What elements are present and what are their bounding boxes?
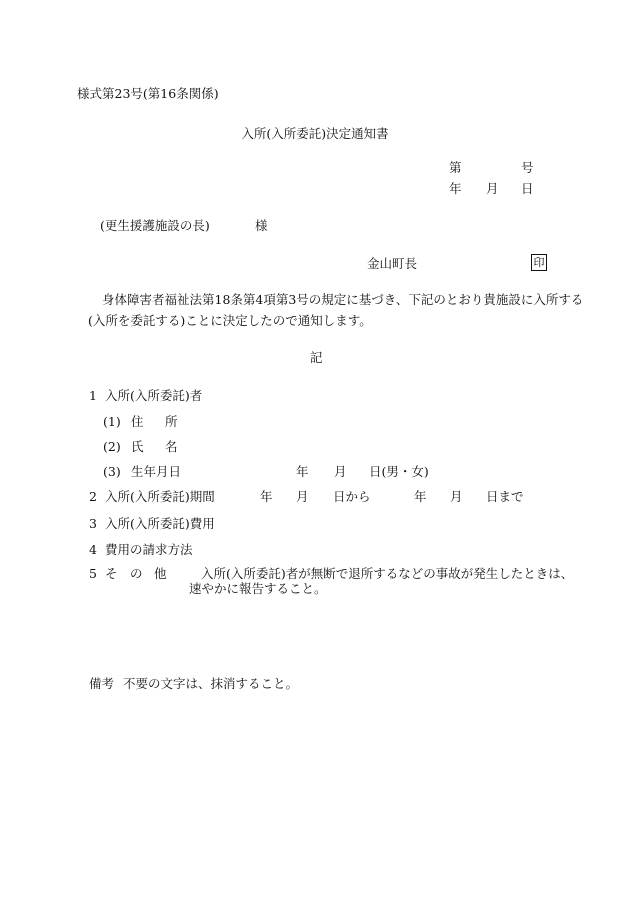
item-2-year-1: 年 — [260, 489, 273, 504]
remarks-text: 不要の文字は、抹消すること。 — [123, 676, 299, 691]
form-number: 様式第23号(第16条関係) — [77, 86, 219, 101]
sender-name: 金山町長 — [367, 256, 418, 271]
item-2-year-2: 年 — [414, 489, 427, 504]
item-5-number: 5 — [89, 566, 97, 581]
sub-1-label-b: 所 — [165, 414, 178, 429]
sub-3-day-sex: 日(男・女) — [369, 464, 429, 479]
item-4-number: 4 — [89, 542, 97, 557]
item-5-text-2: 速やかに報告すること。 — [189, 581, 327, 596]
recipient-name: (更生援護施設の長) — [100, 218, 210, 233]
item-2-number: 2 — [89, 489, 97, 504]
sub-2-number: (2) — [103, 439, 121, 454]
seal-mark: 印 — [531, 254, 547, 271]
item-5-label-b: の — [130, 566, 143, 581]
sub-3-year: 年 — [296, 464, 309, 479]
body-line-1: 身体障害者福祉法第18条第4項第3号の規定に基づき、下記のとおり貴施設に入所する — [102, 292, 584, 307]
sub-2-label-a: 氏 — [131, 439, 144, 454]
body-line-2: (入所を委託する)ことに決定したので通知します。 — [88, 313, 372, 328]
item-4-label: 費用の請求方法 — [105, 542, 193, 557]
item-5-label-c: 他 — [154, 566, 167, 581]
date-year: 年 — [449, 181, 462, 196]
item-2-until: 日まで — [486, 489, 524, 504]
date-month: 月 — [486, 181, 499, 196]
sub-2-label-b: 名 — [165, 439, 178, 454]
sub-3-month: 月 — [334, 464, 347, 479]
sub-1-number: (1) — [103, 414, 121, 429]
sub-3-number: (3) — [103, 464, 121, 479]
item-5-label-a: そ — [105, 566, 118, 581]
doc-number-suffix: 号 — [521, 160, 534, 175]
item-2-label: 入所(入所委託)期間 — [105, 489, 215, 504]
item-1-label: 入所(入所委託)者 — [105, 388, 203, 403]
document-title: 入所(入所委託)決定通知書 — [241, 126, 389, 141]
item-3-number: 3 — [89, 516, 97, 531]
remarks-label: 備考 — [89, 676, 115, 691]
doc-number-prefix: 第 — [449, 160, 462, 175]
recipient-honorific: 様 — [255, 218, 268, 233]
sub-1-label-a: 住 — [131, 414, 144, 429]
item-2-month-1: 月 — [296, 489, 309, 504]
item-1-number: 1 — [89, 388, 97, 403]
sub-3-label: 生年月日 — [131, 464, 182, 479]
ki-heading: 記 — [310, 350, 323, 365]
item-2-month-2: 月 — [450, 489, 463, 504]
item-2-from: 日から — [333, 489, 371, 504]
date-day: 日 — [521, 181, 534, 196]
item-5-text-1: 入所(入所委託)者が無断で退所するなどの事故が発生したときは、 — [201, 566, 574, 581]
item-3-label: 入所(入所委託)費用 — [105, 516, 215, 531]
